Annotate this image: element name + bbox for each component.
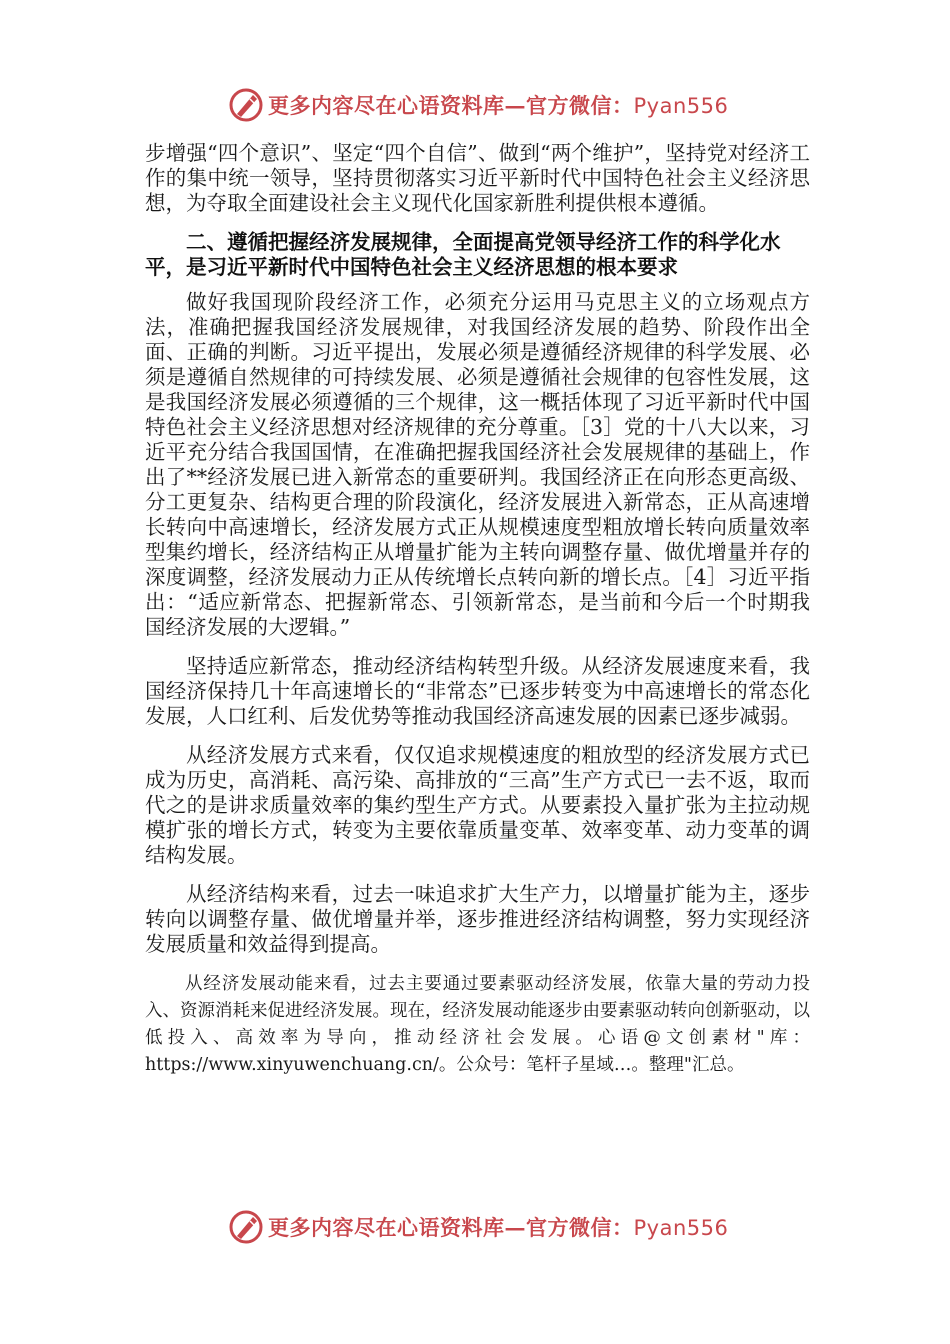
pen-nib-icon: [228, 1209, 264, 1245]
document-body: [145, 141, 810, 1079]
paragraph-6: 从经济发展动能来看，过去主要通过要素驱动经济发展，依靠大量的劳动力投入、资源消耗来促进经济发展。现在，经济发展动能逐步由要素驱动转向创新驱动，以低投入、高效率为导向，推动经济社会发展。心语@文创素材"库：https://www.xinyuwenchuang.cn/。公众号：笔杆子星域…。整理"汇总。: [145, 974, 810, 1075]
paragraph-2: 做好我国现阶段经济工作，必须充分运用马克思主义的立场观点方法，准确把握我国经济发展规律，对我国经济发展的趋势、阶段作出全面、正确的判断。习近平提出，发展必须是遵循经济规律的科学发展、必须是遵循自然规律的可持续发展、必须是遵循社会规律的包容性发展，这是我国经济发展必须遵循的三个规律，这一概括体现了习近平新时代中国特色社会主义经济思想对经济规律的充分尊重。［3］党的十八大以来，习近平充分结合我国国情，在准确把握我国经济社会发展规律的基础上，作出了**经济发展已进入新常态的重要研判。我国经济正在向形态更高级、分工更复杂、结构更合理的阶段演化，经济发展进入新常态，正从高速增长转向中高速增长，经济发展方式正从规模速度型粗放增长转向质量效率型集约增长，经济结构正从增量扩能为主转向调整存量、做优增量并存的深度调整，经济发展动力正从传统增长点转向新的增长点。［4］习近平指出：“适应新常态、把握新常态、引领新常态，是当前和今后一个时期我国经济发展的大逻辑。”: [145, 290, 810, 639]
banner-text: 更多内容尽在心语资料库—官方微信：Pyan556: [268, 93, 729, 118]
banner-text: 更多内容尽在心语资料库—官方微信：Pyan556: [268, 1215, 729, 1240]
wechat-id: Pyan556: [633, 1216, 729, 1240]
footer-banner: [228, 1206, 748, 1248]
section-heading: 二、遵循把握经济发展规律，全面提高党领导经济工作的科学化水平，是习近平新时代中国特色社会主义经济思想的根本要求: [145, 230, 781, 279]
pen-nib-icon: [228, 87, 264, 123]
paragraph-3: 坚持适应新常态，推动经济结构转型升级。从经济发展速度来看，我国经济保持几十年高速增长的“非常态”已逐步转变为中高速增长的常态化发展，人口红利、后发优势等推动我国经济高速发展的因素已逐步减弱。: [145, 654, 810, 728]
wechat-id: Pyan556: [633, 94, 729, 118]
paragraph-4: 从经济发展方式来看，仅仅追求规模速度的粗放型的经济发展方式已成为历史，高消耗、高污染、高排放的“三高”生产方式已一去不返，取而代之的是讲求质量效率的集约型生产方式。从要素投入量扩张为主拉动规模扩张的增长方式，转变为主要依靠质量变革、效率变革、动力变革的调结构发展。: [145, 743, 810, 867]
paragraph-5: 从经济结构来看，过去一味追求扩大生产力，以增量扩能为主，逐步转向以调整存量、做优增量并举，逐步推进经济结构调整，努力实现经济发展质量和效益得到提高。: [145, 882, 810, 956]
paragraph-1: 步增强“四个意识”、坚定“四个自信”、做到“两个维护”，坚持党对经济工作的集中统一领导，坚持贯彻落实习近平新时代中国特色社会主义经济思想，为夺取全面建设社会主义现代化国家新胜利提供根本遵循。: [145, 141, 810, 215]
header-banner: [228, 84, 748, 126]
